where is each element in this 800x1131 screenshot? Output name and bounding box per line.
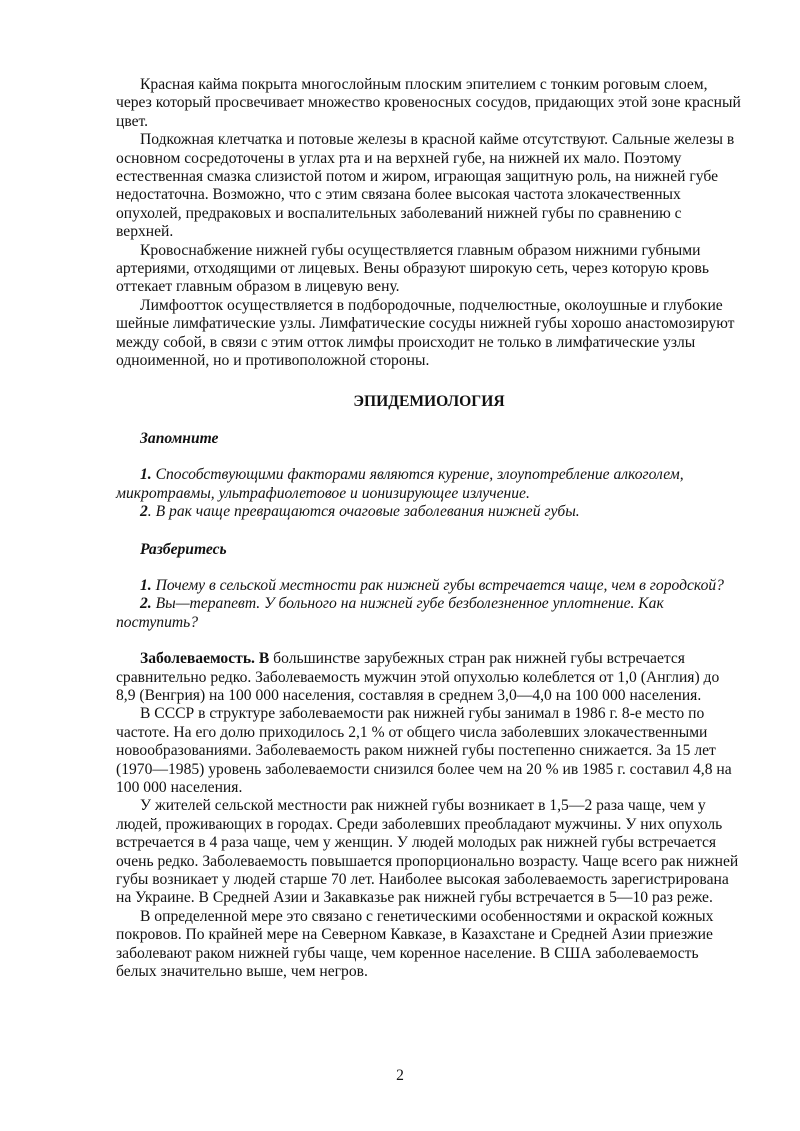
- item-text: Почему в сельской местности рак нижней губы встречается чаще, чем в городской?: [151, 576, 724, 594]
- figure-out-item-1: [116, 577, 742, 595]
- item-number: 2: [140, 503, 148, 521]
- item-text: . В рак чаще превращаются очаговые заболевания нижней губы.: [147, 503, 580, 521]
- item-text: Вы—терапевт. У больного на нижней губе безболезненное уплотнение. Как поступить?: [116, 595, 664, 631]
- item-text: Способствующими факторами являются курение, злоупотребление алкоголем, микротравмы, ультрафиолетовое и ионизирующее излучение.: [116, 466, 684, 502]
- document-page: [116, 76, 742, 981]
- paragraph-incidence-abroad: [116, 650, 742, 705]
- remember-title: Запомните: [140, 429, 219, 447]
- figure-out-item-2: [116, 595, 742, 632]
- paragraph-incidence-ussr: В СССР в структуре заболеваемости рак нижней губы занимал в 1986 г. 8-е место по частоте. На его долю приходилось 2,1 % от общего числа заболевших злокачественными новообразованиями. Заболеваемость раком нижней губы постепенно снижается. За 15 лет (1970—1985) уровень заболеваемости снизился более чем на 20 % ив 1985 г. составил 4,8 на 100 000 населения.: [116, 705, 732, 796]
- item-number: 1.: [140, 466, 152, 484]
- section-heading: ЭПИДЕМИОЛОГИЯ: [353, 392, 505, 410]
- figure-out-title: Разберитесь: [140, 540, 227, 558]
- lead-term: Заболеваемость. В: [140, 650, 270, 668]
- item-number: 2.: [140, 595, 152, 613]
- page-number: 2: [396, 1067, 404, 1084]
- paragraph-glands: Подкожная клетчатка и потовые железы в красной кайме отсутствуют. Сальные железы в основном сосредоточены в углах рта и на верхней губе, на нижней их мало. Поэтому естественная смазка слизистой потом и жиром, играющая защитную роль, на нижней губе недостаточна. Возможно, что с этим связана более высокая частота злокачественных опухолей, предраковых и воспалительных заболеваний нижней губы по сравнению с верхней.: [116, 131, 735, 241]
- paragraph-incidence-genetics: В определенной мере это связано с генетическими особенностями и окраской кожных покровов. По крайней мере на Северном Кавказе, в Казахстане и Средней Азии приезжие заболевают раком нижней губы чаще, чем коренное население. В США заболеваемость белых значительно выше, чем негров.: [116, 907, 714, 981]
- paragraph-text: большинстве зарубежных стран рак нижней губы встречается сравнительно редко. Заболеваемость мужчин этой опухолью колеблется от 1,0 (Англия) до 8,9 (Венгрия) на 100 000 населения, составляя в среднем 3,0—4,0 на 100 000 населения.: [116, 650, 720, 704]
- remember-item-2: [116, 503, 742, 521]
- paragraph-lymph: Лимфоотток осуществляется в подбородочные, подчелюстные, околоушные и глубокие шейные лимфатические узлы. Лимфатические сосуды нижней губы хорошо анастомозируют между собой, в связи с этим отток лимфы происходит не только в лимфатические узлы одноименной, но и противоположной стороны.: [116, 296, 735, 370]
- paragraph-red-border: Красная кайма покрыта многослойным плоским эпителием с тонким роговым слоем, через который просвечивает множество кровеносных сосудов, придающих этой зоне красный цвет.: [116, 76, 741, 130]
- paragraph-incidence-rural: У жителей сельской местности рак нижней губы возникает в 1,5—2 раза чаще, чем у людей, проживающих в городах. Среди заболевших преобладают мужчины. У них опухоль встречается в 4 раза чаще, чем у женщин. У людей молодых рак нижней губы встречается очень редко. Заболеваемость повышается пропорционально возрасту. Чаще всего рак нижней губы возникает у людей старше 70 лет. Наиболее высокая заболеваемость зарегистрирована на Украине. В Средней Азии и Закавказье рак нижней губы встречается в 5—10 раз реже.: [116, 797, 739, 907]
- paragraph-blood-supply: Кровоснабжение нижней губы осуществляется главным образом нижними губными артериями, отходящими от лицевых. Вены образуют широкую сеть, через которую кровь оттекает главным образом в лицевую вену.: [116, 241, 710, 296]
- remember-item-1: [116, 466, 742, 503]
- item-number: 1.: [140, 576, 152, 594]
